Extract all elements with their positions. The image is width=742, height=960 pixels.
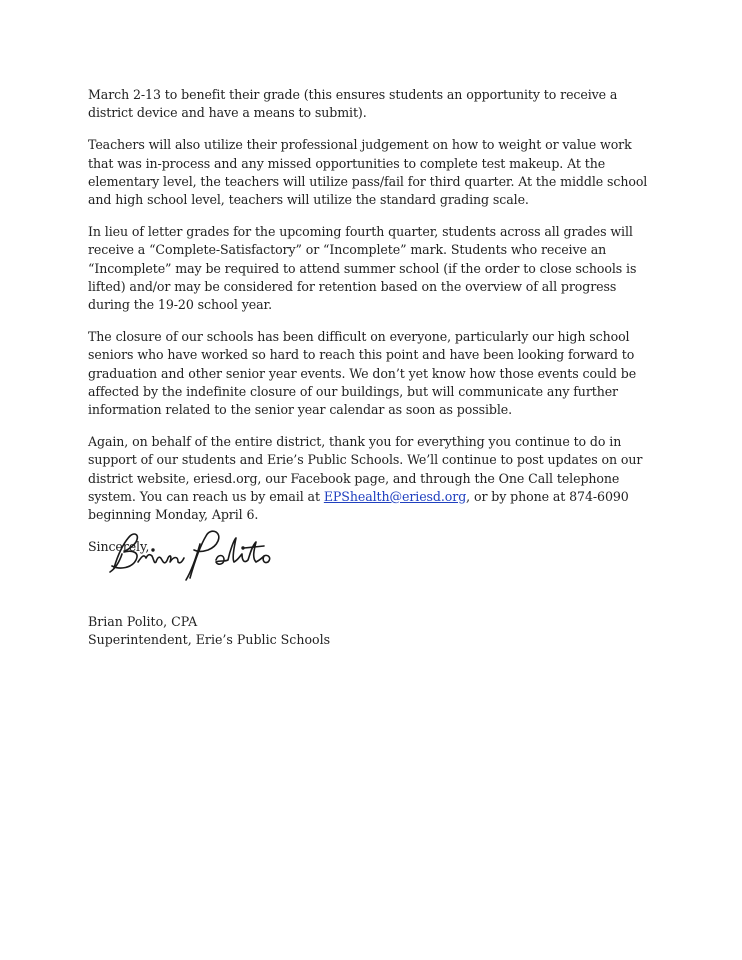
paragraph-device-deadline: March 2-13 to benefit their grade (this ensures students an opportunity to receive a district device and have a means to submit). — [88, 87, 618, 121]
contact-text-before: Again, on behalf of the entire district, thank you for everything you continue to do in support of our students and Erie’s Public Schools. We’ll continue to post updates on our district website, eriesd.org, our Facebook page, and through the One Call telephone system. You can reach us by email at — [88, 434, 643, 504]
signature-block — [88, 613, 330, 649]
paragraph-fourth-quarter-grading: In lieu of letter grades for the upcoming fourth quarter, students across all grades will receive a “Complete-Satisfactory” or “Incomplete” mark. Students who receive an “Incomplete” may be required to attend summer school (if the order to close schools is lifted) and/or may be considered for retention based on the overview of all progress during the 19-20 school year. — [88, 224, 637, 313]
signer-name: Brian Polito, CPA — [88, 614, 198, 629]
email-link[interactable]: EPShealth@eriesd.org — [323, 488, 467, 504]
paragraph-contact-info — [88, 433, 660, 524]
letter-body — [88, 86, 660, 570]
closing-salutation: Sincerely, — [88, 539, 150, 555]
contact-text-after: , or by phone at 874-6090 beginning Monday, April 6. — [88, 488, 629, 523]
paragraph-senior-events: The closure of our schools has been difficult on everyone, particularly our high school seniors who have worked so hard to reach this point and have been looking forward to graduation and other senior year events. We don’t yet know how those events could be affected by the indefinite closure of our buildings, but will communicate any further information related to the senior year calendar as soon as possible. — [88, 329, 637, 418]
handwritten-signature — [104, 524, 284, 584]
signer-title: Superintendent, Erie’s Public Schools — [88, 632, 331, 648]
paragraph-teacher-judgement: Teachers will also utilize their professional judgement on how to weight or value work that was in-process and any missed opportunities to complete test makeup. At the elementary level, the teachers will utilize pass/fail for third quarter. At the middle school and high school level, teachers will utilize the standard grading scale. — [88, 137, 648, 208]
